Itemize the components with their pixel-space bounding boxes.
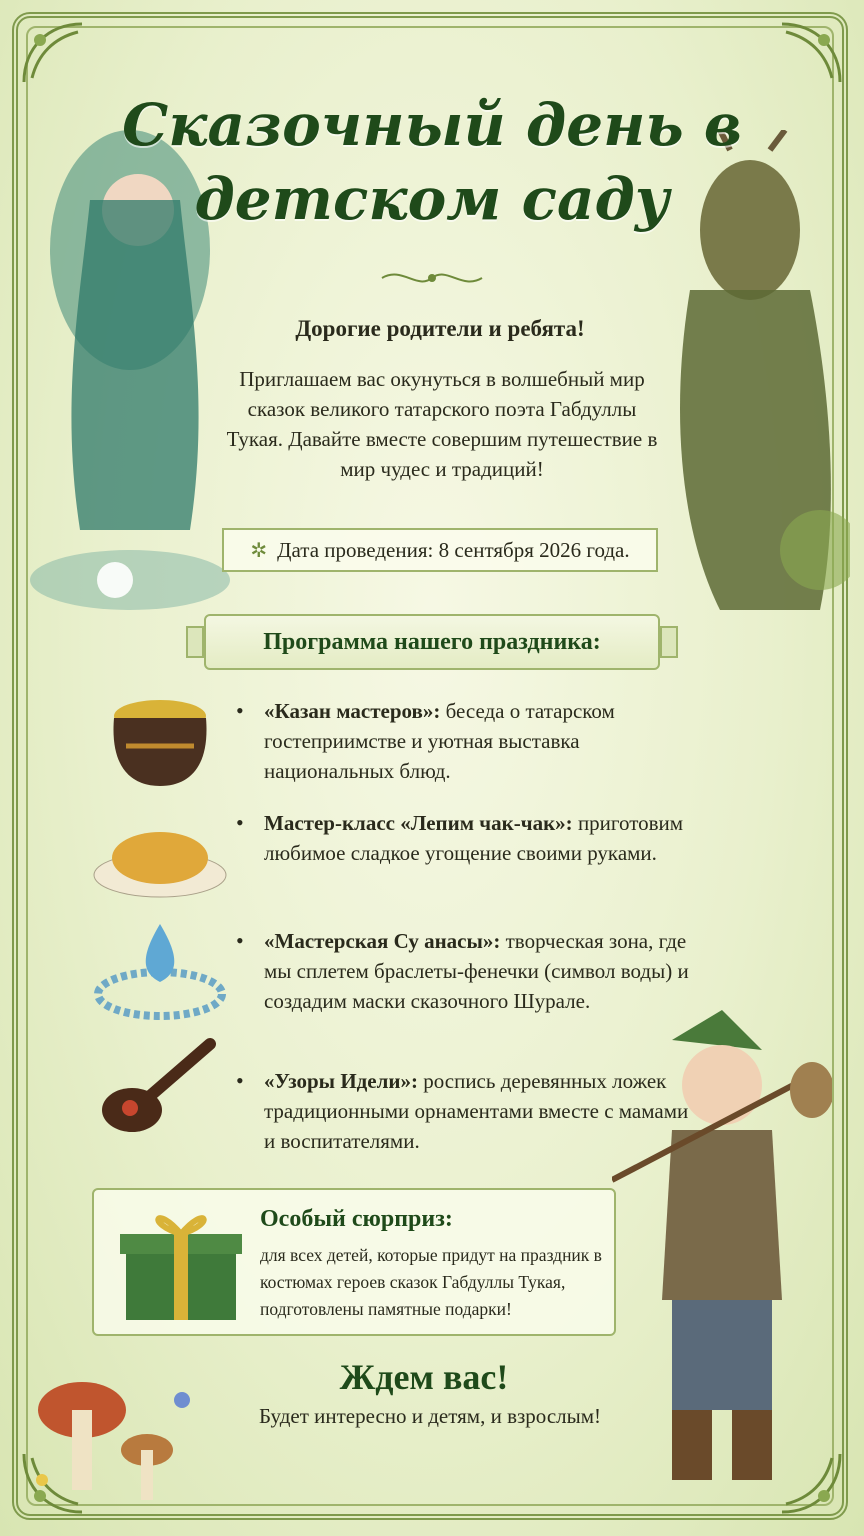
event-date bbox=[222, 528, 658, 572]
program-title: Программа нашего праздника: bbox=[263, 628, 601, 655]
program-item: • «Мастерская Су анасы»: творческая зона, где мы сплетем браслеты-фенечки (символ воды) и создадим маски сказочного Шурале. bbox=[236, 928, 689, 1013]
painted-spoon-icon bbox=[90, 1030, 230, 1140]
program-item: • Мастер-класс «Лепим чак-чак»: приготовим любимое сладкое угощение своими руками. bbox=[236, 810, 684, 865]
surprise-title: Особый сюрприз: bbox=[260, 1206, 453, 1232]
gift-box-icon bbox=[116, 1204, 246, 1324]
water-drop-bracelet-icon bbox=[90, 914, 230, 1024]
surprise-text: для всех детей, которые придут на праздник в костюмах героев сказок Габдуллы Тукая, подготовлены памятные подарки! bbox=[260, 1245, 602, 1319]
mushrooms-flowers-illustration bbox=[22, 1360, 212, 1520]
intro-text: Приглашаем вас окунуться в волшебный мир сказок великого татарского поэта Габдуллы Тукая. Давайте вместе совершим путешествие в мир чудес и традиций! bbox=[226, 367, 658, 481]
corner-vine-icon bbox=[776, 18, 846, 88]
program-item-text: приготовим любимое сладкое угощение своими руками. bbox=[264, 811, 684, 865]
closing-title: Ждем вас! bbox=[339, 1357, 509, 1397]
program-title-banner bbox=[204, 614, 660, 670]
program-item: • «Казан мастеров»: беседа о татарском гостеприимстве и уютная выставка национальных блюд. bbox=[236, 698, 615, 783]
program-item-text: творческая зона, где мы сплетем браслеты-фенечки (символ воды) и создадим маски сказочного Шурале. bbox=[264, 929, 689, 1013]
cauldron-icon bbox=[90, 686, 230, 796]
program-item-text: роспись деревянных ложек традиционными орнаментами вместе с мамами и воспитателями. bbox=[264, 1069, 689, 1153]
program-item-title: «Узоры Идели»: bbox=[264, 1069, 418, 1093]
program-item: • «Узоры Идели»: роспись деревянных ложек традиционными орнаментами вместе с мамами и воспитателями. bbox=[236, 1068, 689, 1153]
flower-star-icon: ✲ bbox=[250, 539, 268, 562]
closing-subtitle: Будет интересно и детям, и взрослым! bbox=[258, 1404, 602, 1428]
page-title: Сказочный день в детском саду bbox=[122, 91, 742, 233]
corner-vine-icon bbox=[18, 18, 88, 88]
flourish-divider-icon bbox=[372, 266, 492, 290]
program-item-text: беседа о татарском гостеприимстве и уютная выставка национальных блюд. bbox=[264, 699, 615, 783]
event-date-text: Дата проведения: 8 сентября 2026 года. bbox=[277, 537, 630, 562]
program-item-title: «Мастерская Су анасы»: bbox=[264, 929, 501, 953]
surprise-box bbox=[92, 1188, 616, 1336]
chak-chak-icon bbox=[90, 800, 230, 910]
greeting: Дорогие родители и ребята! bbox=[295, 316, 585, 341]
program-item-title: Мастер-класс «Лепим чак-чак»: bbox=[264, 811, 573, 835]
program-item-title: «Казан мастеров»: bbox=[264, 699, 441, 723]
